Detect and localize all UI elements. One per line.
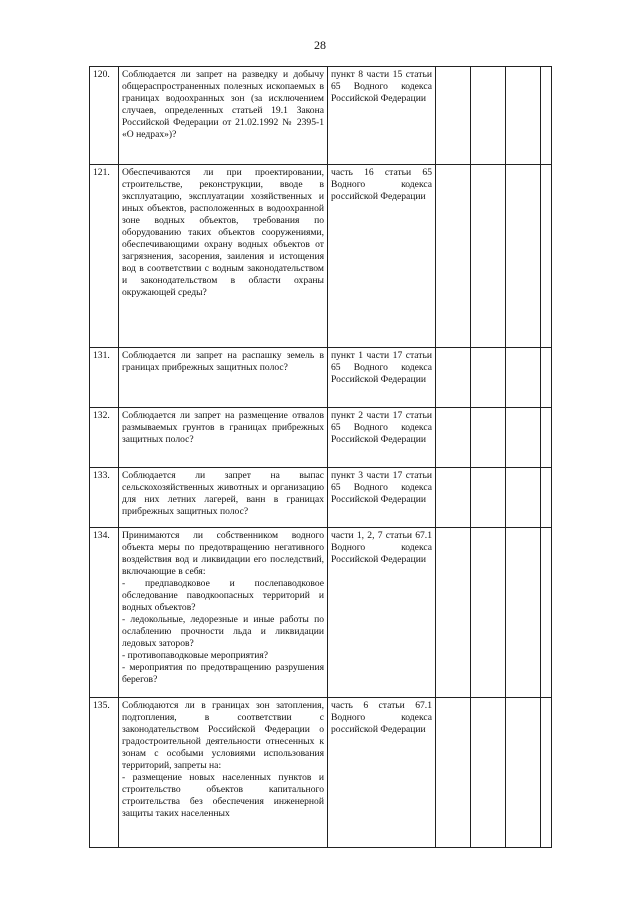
answer-na-cell bbox=[506, 698, 541, 848]
question-cell bbox=[119, 528, 328, 698]
table-row bbox=[90, 528, 552, 698]
legal-basis-text: пункт 3 части 17 статьи 65 Водного кодекса Российской Федерации bbox=[331, 470, 432, 505]
answer-no-cell bbox=[471, 408, 506, 468]
answer-no-cell bbox=[471, 528, 506, 698]
checklist-table bbox=[89, 66, 552, 848]
row-number: 134. bbox=[90, 528, 119, 698]
row-number: 133. bbox=[90, 468, 119, 528]
question-text: Принимаются ли собственником водного объекта меры по предотвращению негативного воздействия вод и ликвидации его последствий, включающие в себя: - предпаводковое и послепаводковое обследование паводкоопасных территорий и водных объектов? - ледокольные, ледорезные и иные работы по ослаблению прочности льда и ликвидации ледовых заторов? - противопаводковые мероприятия? - мероприятия по предотвращению разрушения берегов? bbox=[122, 530, 324, 685]
legal-basis-text: пункт 2 части 17 статьи 65 Водного кодекса Российской Федерации bbox=[331, 410, 432, 445]
question-cell bbox=[119, 408, 328, 468]
row-number: 120. bbox=[90, 67, 119, 165]
answer-na-cell bbox=[506, 67, 541, 165]
question-text: Соблюдается ли запрет на распашку земель в границах прибрежных защитных полос? bbox=[122, 350, 324, 373]
legal-basis-text: часть 6 статьи 67.1 Водного кодекса российской Федерации bbox=[331, 700, 432, 735]
notes-cell bbox=[541, 698, 552, 848]
legal-basis-cell bbox=[328, 468, 436, 528]
table-row bbox=[90, 165, 552, 348]
question-text: Соблюдается ли запрет на выпас сельскохозяйственных животных и организацию для них летних лагерей, ванн в границах прибрежных защитных полос? bbox=[122, 470, 324, 517]
row-number: 121. bbox=[90, 165, 119, 348]
question-text: Соблюдается ли запрет на разведку и добычу общераспространенных полезных ископаемых в границах водоохранных зон (за исключением случаев, определенных статьей 19.1 Закона Российской Федерации от 21.02.1992 № 2395-1 «О недрах»)? bbox=[122, 69, 324, 140]
answer-yes-cell bbox=[436, 408, 471, 468]
legal-basis-cell bbox=[328, 348, 436, 408]
answer-na-cell bbox=[506, 165, 541, 348]
legal-basis-text: пункт 1 части 17 статьи 65 Водного кодекса Российской Федерации bbox=[331, 350, 432, 385]
notes-cell bbox=[541, 67, 552, 165]
legal-basis-cell bbox=[328, 528, 436, 698]
question-cell bbox=[119, 67, 328, 165]
answer-na-cell bbox=[506, 408, 541, 468]
answer-no-cell bbox=[471, 67, 506, 165]
answer-yes-cell bbox=[436, 67, 471, 165]
legal-basis-text: пункт 8 части 15 статьи 65 Водного кодекса Российской Федерации bbox=[331, 69, 432, 104]
notes-cell bbox=[541, 468, 552, 528]
table-row bbox=[90, 67, 552, 165]
answer-na-cell bbox=[506, 348, 541, 408]
question-cell bbox=[119, 165, 328, 348]
answer-yes-cell bbox=[436, 468, 471, 528]
notes-cell bbox=[541, 528, 552, 698]
row-number: 131. bbox=[90, 348, 119, 408]
answer-no-cell bbox=[471, 348, 506, 408]
notes-cell bbox=[541, 408, 552, 468]
answer-yes-cell bbox=[436, 348, 471, 408]
question-cell bbox=[119, 348, 328, 408]
question-cell bbox=[119, 468, 328, 528]
answer-no-cell bbox=[471, 698, 506, 848]
question-text: Соблюдаются ли в границах зон затопления, подтопления, в соответствии с законодательством Российской Федерации о градостроительной деятельности отнесенных к зонам с особыми условиями использования территорий, запреты на: - размещение новых населенных пунктов и строительство объектов капитального строительства без обеспечения инженерной защиты таких населенных bbox=[122, 700, 324, 819]
answer-na-cell bbox=[506, 468, 541, 528]
legal-basis-cell bbox=[328, 165, 436, 348]
answer-no-cell bbox=[471, 468, 506, 528]
answer-yes-cell bbox=[436, 528, 471, 698]
answer-yes-cell bbox=[436, 165, 471, 348]
table-row bbox=[90, 408, 552, 468]
notes-cell bbox=[541, 348, 552, 408]
notes-cell bbox=[541, 165, 552, 348]
legal-basis-text: части 1, 2, 7 статьи 67.1 Водного кодекса Российской Федерации bbox=[331, 530, 432, 565]
table-row bbox=[90, 698, 552, 848]
table-row bbox=[90, 348, 552, 408]
answer-no-cell bbox=[471, 165, 506, 348]
page-number: 28 bbox=[314, 38, 326, 52]
legal-basis-cell bbox=[328, 408, 436, 468]
row-number: 135. bbox=[90, 698, 119, 848]
legal-basis-cell bbox=[328, 67, 436, 165]
table-row bbox=[90, 468, 552, 528]
row-number: 132. bbox=[90, 408, 119, 468]
answer-na-cell bbox=[506, 528, 541, 698]
question-cell bbox=[119, 698, 328, 848]
question-text: Соблюдается ли запрет на размещение отвалов размываемых грунтов в границах прибрежных защитных полос? bbox=[122, 410, 324, 445]
legal-basis-cell bbox=[328, 698, 436, 848]
answer-yes-cell bbox=[436, 698, 471, 848]
legal-basis-text: часть 16 статьи 65 Водного кодекса российской Федерации bbox=[331, 167, 432, 202]
question-text: Обеспечиваются ли при проектировании, строительстве, реконструкции, вводе в эксплуатацию, эксплуатации хозяйственных и иных объектов, расположенных в водоохранной зоне водных объектов, требования по оборудованию таких объектов сооружениями, обеспечивающими охрану водных объектов от загрязнения, засорения, заиления и истощения вод в соответствии с водным законодательством и законодательством в области охраны окружающей среды? bbox=[122, 167, 324, 298]
